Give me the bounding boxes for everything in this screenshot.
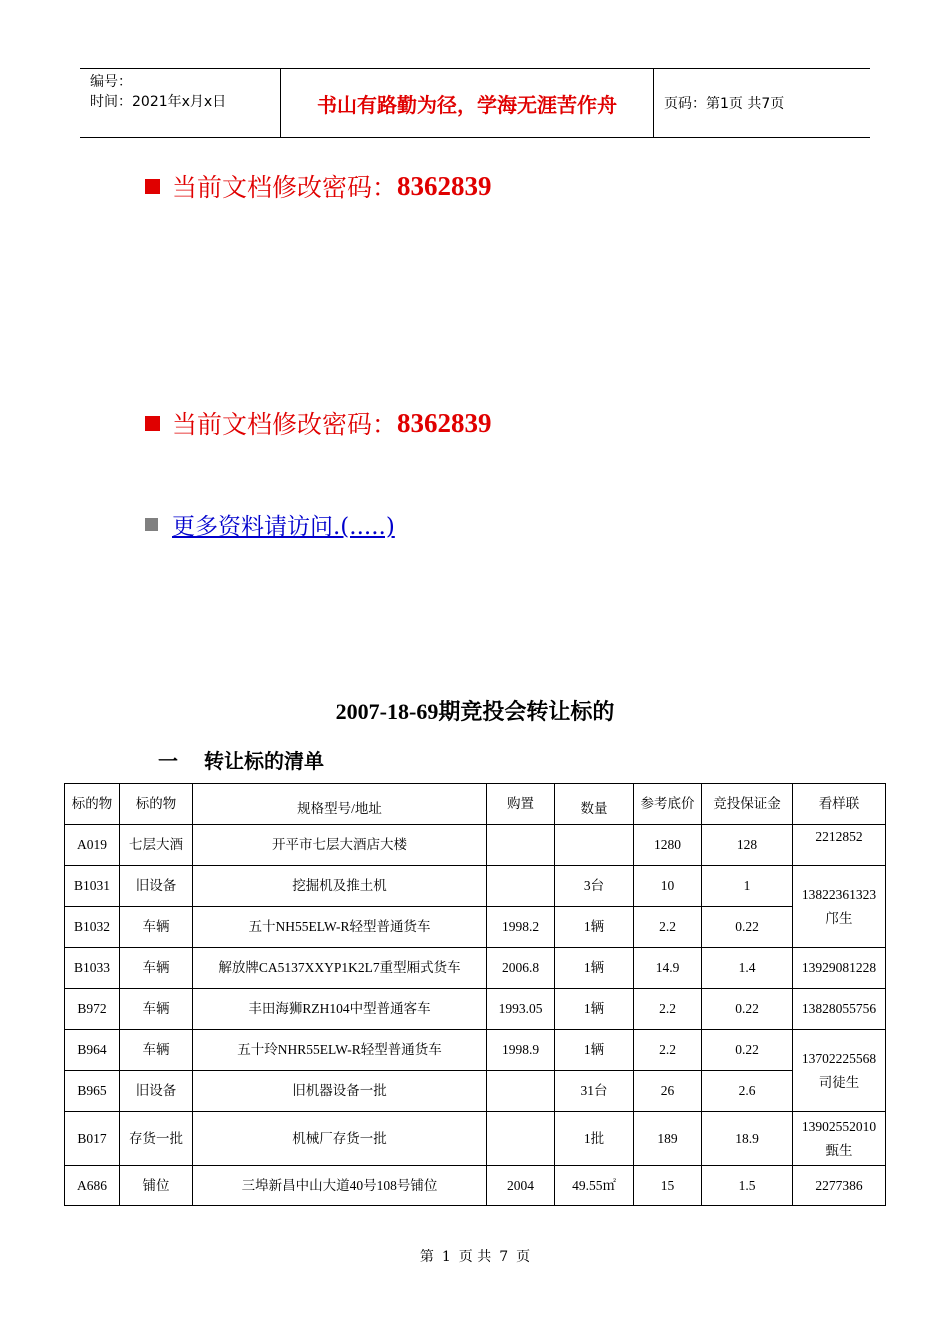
qty-cell: 49.55㎡	[555, 1166, 634, 1206]
document-title: 2007-18-69期竞投会转让标的	[335, 699, 615, 724]
section-heading	[158, 745, 324, 774]
table-row	[65, 907, 886, 948]
table-row	[65, 1071, 886, 1112]
header-cell: 购置	[487, 784, 555, 825]
price-cell: 2.2	[634, 989, 702, 1030]
type-cell: 七层大酒	[120, 825, 193, 866]
table-row	[65, 825, 886, 866]
code-cell: A686	[65, 1166, 120, 1206]
contact-cell: 2212852	[793, 825, 886, 866]
price-cell: 14.9	[634, 948, 702, 989]
header-cell: 竞投保证金	[702, 784, 793, 825]
price-cell: 26	[634, 1071, 702, 1112]
spec-cell: 五十玲NHR55ELW-R轻型普通货车	[193, 1030, 487, 1071]
deposit-cell: 18.9	[702, 1112, 793, 1166]
spec-cell: 解放牌CA5137XXYP1K2L7重型厢式货车	[193, 948, 487, 989]
red-square-bullet-icon	[145, 179, 160, 194]
type-cell: 旧设备	[120, 1071, 193, 1112]
contact-cell	[793, 1112, 886, 1166]
deposit-cell: 128	[702, 825, 793, 866]
table-row	[65, 1030, 886, 1071]
spec-cell: 机械厂存货一批	[193, 1112, 487, 1166]
contact-phone: 13902552010	[801, 1118, 877, 1134]
price-cell: 2.2	[634, 907, 702, 948]
section-title: 转让标的清单	[204, 749, 324, 773]
year-cell	[487, 1112, 555, 1166]
header-cell: 看样联	[793, 784, 886, 825]
contact-phone: 13822361323	[801, 886, 877, 902]
qty-cell: 1辆	[555, 989, 634, 1030]
header-cell: 数量	[555, 784, 634, 825]
header-cell: 参考底价	[634, 784, 702, 825]
deposit-cell: 0.22	[702, 907, 793, 948]
deposit-cell: 1.4	[702, 948, 793, 989]
section-number: 一	[158, 749, 178, 773]
deposit-cell: 1	[702, 866, 793, 907]
year-cell: 1998.9	[487, 1030, 555, 1071]
type-cell: 车辆	[120, 989, 193, 1030]
contact-cell: 2277386	[793, 1166, 886, 1206]
qty-cell: 1辆	[555, 1030, 634, 1071]
qty-cell: 1批	[555, 1112, 634, 1166]
header-cell: 标的物	[120, 784, 193, 825]
password-label: 当前文档修改密码：	[172, 410, 398, 439]
price-cell: 189	[634, 1112, 702, 1166]
contact-name: 司徒生	[818, 1074, 860, 1090]
gray-square-bullet-icon	[145, 518, 158, 531]
time-label: 时间：2021年x月x日	[90, 94, 227, 110]
qty-cell	[555, 825, 634, 866]
qty-cell: 3台	[555, 866, 634, 907]
header-motto: 书山有路勤为径，学海无涯苦作舟	[281, 69, 654, 137]
footer-mid: 页 共	[458, 1249, 492, 1265]
year-cell	[487, 866, 555, 907]
qty-cell: 1辆	[555, 948, 634, 989]
number-label: 编号：	[90, 74, 132, 90]
password-label: 当前文档修改密码：	[172, 173, 398, 202]
deposit-cell: 1.5	[702, 1166, 793, 1206]
code-cell: B1033	[65, 948, 120, 989]
year-cell	[487, 1071, 555, 1112]
code-cell: B1032	[65, 907, 120, 948]
spec-cell: 丰田海狮RZH104中型普通客车	[193, 989, 487, 1030]
page-footer	[0, 1246, 950, 1266]
spec-cell: 三埠新昌中山大道40号108号铺位	[193, 1166, 487, 1206]
table-row	[65, 1112, 886, 1166]
spec-cell: 旧机器设备一批	[193, 1071, 487, 1112]
contact-name: 邝生	[825, 910, 853, 926]
deposit-cell: 2.6	[702, 1071, 793, 1112]
type-cell: 旧设备	[120, 866, 193, 907]
contact-name: 甄生	[825, 1142, 853, 1158]
code-cell: B017	[65, 1112, 120, 1166]
year-cell: 1998.2	[487, 907, 555, 948]
contact-cell: 13929081228	[793, 948, 886, 989]
header-band	[80, 68, 870, 138]
table-row	[65, 989, 886, 1030]
price-cell: 10	[634, 866, 702, 907]
code-cell: B965	[65, 1071, 120, 1112]
qty-cell: 31台	[555, 1071, 634, 1112]
spec-cell: 挖掘机及推土机	[193, 866, 487, 907]
header-cell: 规格型号/地址	[193, 784, 487, 825]
table-row	[65, 866, 886, 907]
type-cell: 车辆	[120, 1030, 193, 1071]
password-value: 8362839	[397, 170, 492, 201]
header-cell: 标的物	[65, 784, 120, 825]
more-info-line	[145, 508, 395, 541]
deposit-cell: 0.22	[702, 1030, 793, 1071]
red-square-bullet-icon	[145, 416, 160, 431]
qty-cell: 1辆	[555, 907, 634, 948]
type-cell: 存货一批	[120, 1112, 193, 1166]
password-line-2	[145, 405, 492, 441]
footer-page: 1	[441, 1249, 451, 1265]
year-cell: 2006.8	[487, 948, 555, 989]
table-row	[65, 1166, 886, 1206]
header-page-info: 页码：第1页 共7页	[664, 96, 785, 112]
spec-cell: 五十NH55ELW-R轻型普通货车	[193, 907, 487, 948]
password-value: 8362839	[397, 407, 492, 438]
code-cell: A019	[65, 825, 120, 866]
spec-cell: 开平市七层大酒店大楼	[193, 825, 487, 866]
deposit-cell: 0.22	[702, 989, 793, 1030]
price-cell: 1280	[634, 825, 702, 866]
password-line-1	[145, 168, 492, 204]
price-cell: 15	[634, 1166, 702, 1206]
type-cell: 铺位	[120, 1166, 193, 1206]
code-cell: B1031	[65, 866, 120, 907]
listing-table	[64, 783, 886, 1206]
table-row	[65, 948, 886, 989]
header-meta	[80, 69, 281, 137]
contact-phone: 13702225568	[801, 1050, 877, 1066]
type-cell: 车辆	[120, 907, 193, 948]
code-cell: B964	[65, 1030, 120, 1071]
price-cell: 2.2	[634, 1030, 702, 1071]
type-cell: 车辆	[120, 948, 193, 989]
year-cell: 1993.05	[487, 989, 555, 1030]
more-info-link[interactable]: 更多资料请访问.(.....)	[172, 514, 395, 540]
year-cell	[487, 825, 555, 866]
table-header-row	[65, 784, 886, 825]
footer-suffix: 页	[516, 1249, 531, 1265]
footer-total: 7	[499, 1249, 509, 1265]
code-cell: B972	[65, 989, 120, 1030]
contact-cell	[793, 1030, 886, 1112]
footer-prefix: 第	[419, 1249, 434, 1265]
contact-cell	[793, 866, 886, 948]
year-cell: 2004	[487, 1166, 555, 1206]
contact-cell: 13828055756	[793, 989, 886, 1030]
